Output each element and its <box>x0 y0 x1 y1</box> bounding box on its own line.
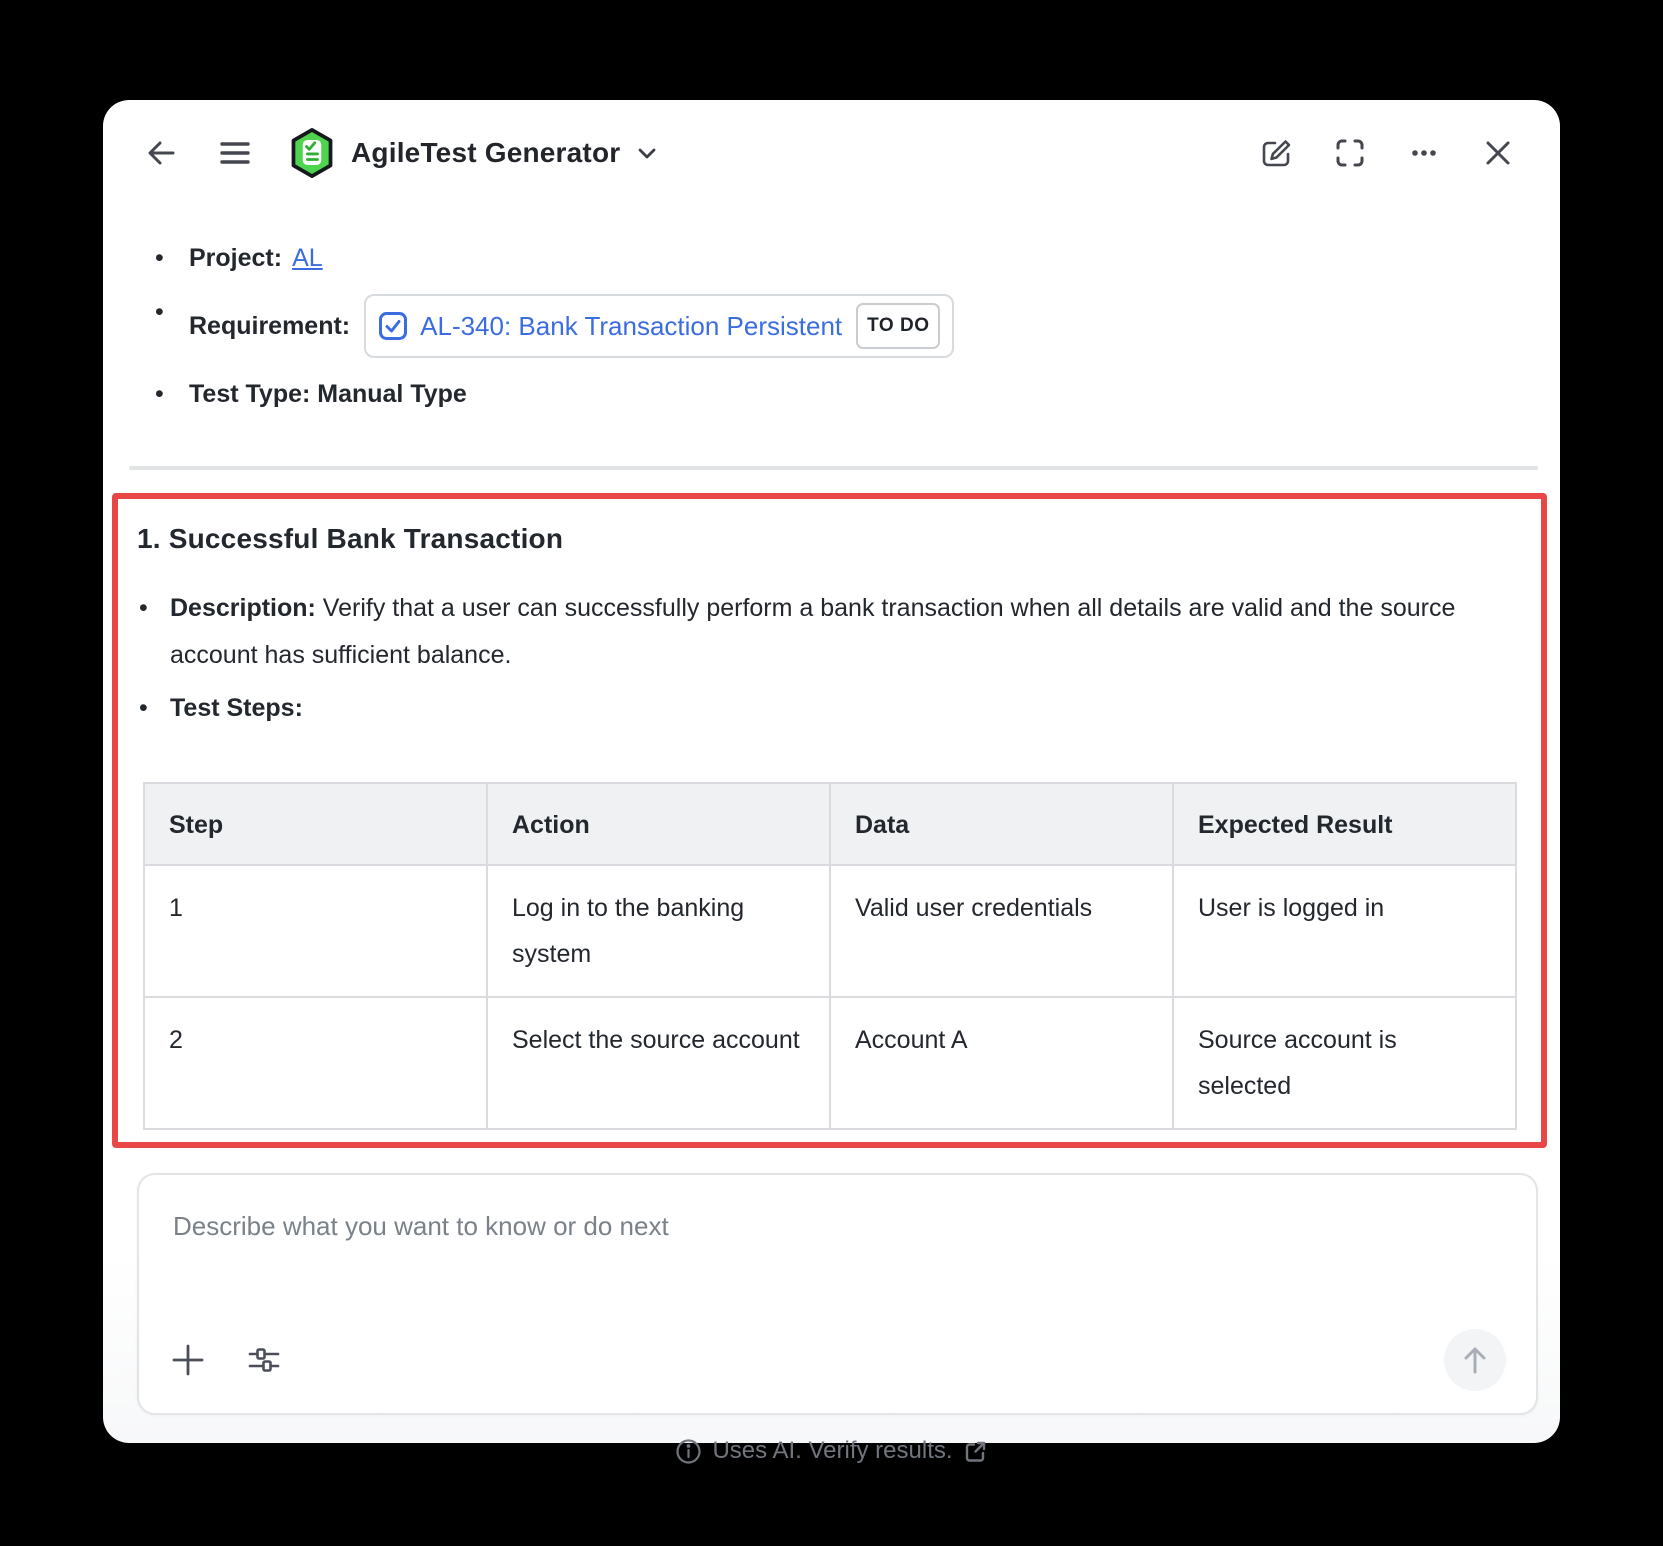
send-arrow-icon <box>1458 1343 1492 1377</box>
table-cell-action: Log in to the banking system <box>487 865 830 997</box>
close-icon[interactable] <box>1480 135 1516 171</box>
message-input[interactable] <box>139 1175 1536 1305</box>
meta-project-item <box>147 240 1516 276</box>
meta-requirement-item <box>147 294 1516 358</box>
table-header-step: Step <box>144 783 487 865</box>
fullscreen-icon[interactable] <box>1332 135 1368 171</box>
table-cell-data: Valid user credentials <box>830 865 1173 997</box>
plus-icon[interactable] <box>169 1341 207 1379</box>
table-cell-expected: Source account is selected <box>1173 997 1516 1129</box>
requirement-label: • Requirement: <box>189 312 351 340</box>
sliders-icon[interactable] <box>245 1341 283 1379</box>
ai-disclaimer-footer <box>103 1437 1560 1465</box>
requirement-chip[interactable] <box>364 294 954 358</box>
description-item <box>137 585 1523 679</box>
test-type-label: • Test Type: Manual Type <box>189 380 467 408</box>
generation-meta-list <box>147 240 1516 412</box>
send-button[interactable] <box>1444 1329 1506 1391</box>
checkbox-checked-icon <box>378 311 408 341</box>
meta-test-type-item <box>147 376 1516 412</box>
test-case-heading: 1. Successful Bank Transaction <box>137 523 564 554</box>
edit-icon[interactable] <box>1258 135 1294 171</box>
agent-title-dropdown[interactable] <box>351 137 660 169</box>
info-icon <box>675 1438 702 1465</box>
table-header-row <box>144 783 1516 865</box>
table-cell-action: Select the source account <box>487 997 830 1129</box>
menu-icon[interactable] <box>217 135 253 171</box>
project-link[interactable]: AL <box>292 244 323 272</box>
table-cell-step: 1 <box>144 865 487 997</box>
page-title: AgileTest Generator <box>351 137 621 168</box>
table-row <box>144 865 1516 997</box>
table-header-action: Action <box>487 783 830 865</box>
chat-composer <box>137 1173 1538 1415</box>
test-steps-table <box>143 782 1517 1130</box>
dialog-header <box>103 100 1560 176</box>
table-cell-expected: User is logged in <box>1173 865 1516 997</box>
highlighted-test-case <box>112 493 1547 1148</box>
ellipsis-icon[interactable] <box>1406 135 1442 171</box>
back-icon[interactable] <box>143 135 179 171</box>
chevron-down-icon <box>634 140 660 166</box>
test-steps-item <box>137 685 1523 732</box>
app-logo-checklist-hexagon <box>289 128 335 178</box>
section-divider <box>129 466 1538 470</box>
table-header-expected-result: Expected Result <box>1173 783 1516 865</box>
table-header-data: Data <box>830 783 1173 865</box>
status-badge: TO DO <box>856 303 940 349</box>
table-cell-data: Account A <box>830 997 1173 1129</box>
table-cell-step: 2 <box>144 997 487 1129</box>
disclaimer-text[interactable]: Uses AI. Verify results. <box>712 1437 953 1464</box>
description-label: Description: <box>170 594 316 622</box>
external-link-icon[interactable] <box>963 1439 988 1464</box>
requirement-link[interactable]: AL-340: Bank Transaction Persistent <box>420 311 843 341</box>
table-row <box>144 997 1516 1129</box>
agiletest-dialog <box>103 100 1560 1464</box>
description-text: Verify that a user can successfully perform a bank transaction when all details are valid and the source account has sufficient balance. <box>170 594 1456 669</box>
test-steps-label: Test Steps: <box>170 694 303 722</box>
project-label: • Project: <box>189 244 283 272</box>
test-case-details-list <box>137 585 1523 732</box>
composer-toolbar <box>169 1329 1506 1391</box>
